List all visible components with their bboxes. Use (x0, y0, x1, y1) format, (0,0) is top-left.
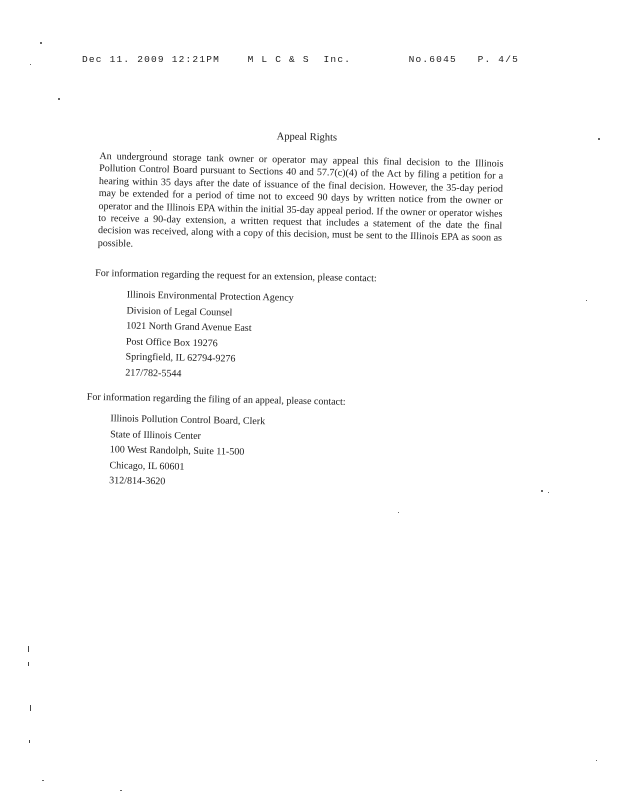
phone-number: 217/782-5544 (125, 367, 182, 380)
address-line: State of Illinois Center (110, 429, 202, 442)
scan-speck (58, 98, 60, 100)
appeal-contact-intro: For information regarding the filing of an appeal, please contact: (86, 392, 346, 409)
fax-header-sender: Dec 11. 2009 12:21PM M L C & S Inc. (82, 54, 352, 65)
document-body (86, 128, 504, 496)
scan-edge-mark (28, 646, 29, 652)
scan-speck (120, 790, 122, 791)
address-line: 100 West Randolph, Suite 11-500 (109, 444, 245, 459)
fax-header-page-number: No.6045 P. 4/5 (408, 54, 519, 65)
address-line: Springfield, IL 62794-9276 (125, 351, 236, 365)
fax-header (82, 54, 519, 68)
phone-number: 312/814-3620 (109, 475, 166, 488)
address-line: Illinois Pollution Control Board, Clerk (110, 413, 266, 428)
address-line: 1021 North Grand Avenue East (126, 320, 252, 335)
scan-edge-mark (29, 740, 30, 743)
scan-speck (30, 64, 31, 65)
scan-edge-mark (30, 705, 31, 711)
scan-speck (42, 780, 44, 781)
scan-speck (541, 490, 543, 492)
scan-speck (398, 512, 399, 513)
scan-speck (548, 492, 549, 493)
appeal-rights-paragraph: An underground storage tank owner or operator may appeal this final decision to the Illinois Pollution Control Board pursuant to Sections 40 and 57.7(c)(4) of the Act by filing a petition for a hearing within 35 days after the date of issuance of the final decision. However, the 35-day period may be extended for a period of time not to exceed 90 days by written notice from the owner or operator and the Illinois EPA within the initial 35-day appeal period. If the owner or operator wishes to receive a 90-day extension, a written request that includes a statement of the date the final decision was received, along with a copy of this decision, must be sent to the Illinois EPA as soon as possible. (97, 150, 504, 250)
address-line: Post Office Box 19276 (125, 336, 218, 350)
page-title: Appeal Rights (276, 131, 338, 144)
appeal-contact-address (109, 412, 498, 497)
address-line: Division of Legal Counsel (126, 305, 233, 319)
address-line: Chicago, IL 60601 (109, 459, 185, 473)
extension-contact-address (125, 288, 501, 388)
extension-contact-intro: For information regarding the request for an extension, please contact: (95, 268, 377, 285)
scan-speck (596, 760, 597, 761)
scan-speck (40, 42, 42, 44)
scan-speck (586, 300, 587, 301)
scan-speck (598, 138, 600, 140)
scan-edge-mark (28, 662, 29, 666)
scan-speck (150, 150, 151, 151)
address-line: Illinois Environmental Protection Agency (126, 289, 294, 304)
